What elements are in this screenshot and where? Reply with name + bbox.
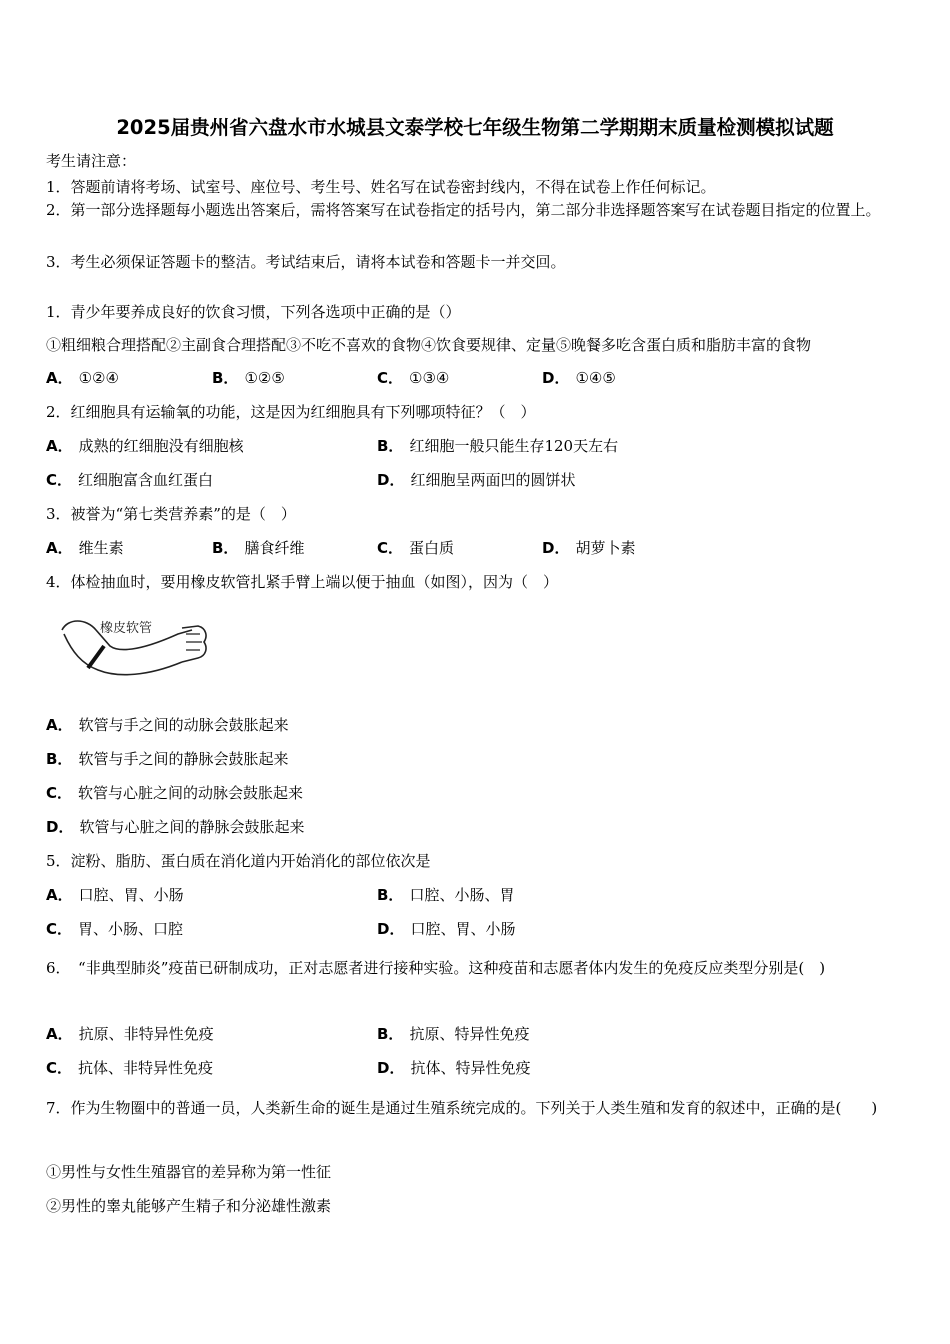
option-letter: A． xyxy=(46,539,73,557)
option-text: 抗体、特异性免疫 xyxy=(410,1059,531,1077)
option-a xyxy=(46,1024,214,1044)
option-letter: A． xyxy=(46,1025,73,1043)
question-stem: 7．作为生物圈中的普通一员，人类新生命的诞生是通过生殖系统完成的。下列关于人类生殖和发育的叙述中，正确的是( ) xyxy=(46,1099,878,1117)
option-text: 抗原、非特异性免疫 xyxy=(78,1025,214,1043)
question-stem: 1．青少年要养成良好的饮食习惯，下列各选项中正确的是（） xyxy=(46,303,461,321)
option-d xyxy=(377,470,575,490)
option-letter: B． xyxy=(212,539,239,557)
option-letter: C． xyxy=(377,369,404,387)
option-letter: B． xyxy=(377,437,404,455)
option-letter: B． xyxy=(212,369,239,387)
option-c xyxy=(46,470,213,490)
option-letter: C． xyxy=(46,784,73,802)
option-letter: A． xyxy=(46,716,73,734)
option-letter: D． xyxy=(377,1059,405,1077)
option-text: 红细胞呈两面凹的圆饼状 xyxy=(410,471,576,489)
option-b xyxy=(212,538,304,558)
option-a xyxy=(46,715,289,735)
option-letter: C． xyxy=(46,1059,73,1077)
question-statement: ①男性与女性生殖器官的差异称为第一性征 xyxy=(46,1163,332,1181)
option-d xyxy=(377,919,515,939)
option-letter: C． xyxy=(46,920,73,938)
option-letter: D． xyxy=(377,471,405,489)
option-c xyxy=(46,919,183,939)
option-a xyxy=(46,538,124,558)
option-c xyxy=(46,1058,213,1078)
option-letter: D． xyxy=(46,818,74,836)
option-letter: D． xyxy=(377,920,405,938)
option-text: 蛋白质 xyxy=(409,539,455,557)
option-text: 膳食纤维 xyxy=(244,539,305,557)
option-text: 红细胞富含血红蛋白 xyxy=(78,471,214,489)
option-text: 软管与心脏之间的动脉会鼓胀起来 xyxy=(78,784,304,802)
notice-heading: 考生请注意： xyxy=(46,152,137,170)
option-text: ①③④ xyxy=(409,369,450,387)
option-d xyxy=(542,368,616,388)
question-statement: ②男性的睾丸能够产生精子和分泌雄性激素 xyxy=(46,1197,332,1215)
option-b xyxy=(46,749,288,769)
option-d xyxy=(46,817,304,837)
option-letter: C． xyxy=(46,471,73,489)
page-title: 2025届贵州省六盘水市水城县文泰学校七年级生物第二学期期末质量检测模拟试题 xyxy=(116,116,834,139)
option-letter: A． xyxy=(46,369,73,387)
option-c xyxy=(377,538,454,558)
option-text: 软管与心脏之间的静脉会鼓胀起来 xyxy=(79,818,305,836)
option-text: 成熟的红细胞没有细胞核 xyxy=(78,437,244,455)
option-b xyxy=(212,368,285,388)
option-text: 胃、小肠、口腔 xyxy=(78,920,184,938)
option-b xyxy=(377,885,514,905)
option-text: 软管与手之间的静脉会鼓胀起来 xyxy=(78,750,289,768)
option-text: 维生素 xyxy=(78,539,124,557)
figure-label: 橡皮软管 xyxy=(100,621,153,636)
option-text: 胡萝卜素 xyxy=(575,539,636,557)
option-text: ①②⑤ xyxy=(244,369,285,387)
notice-item: 1．答题前请将考场、试室号、座位号、考生号、姓名写在试卷密封线内，不得在试卷上作任何标记。 xyxy=(46,178,716,196)
option-a xyxy=(46,885,184,905)
option-a xyxy=(46,436,244,456)
option-letter: B． xyxy=(46,750,73,768)
question-stem: 3．被誉为“第七类营养素”的是（ ） xyxy=(46,505,296,523)
option-d xyxy=(377,1058,530,1078)
option-letter: C． xyxy=(377,539,404,557)
question-stem: 5．淀粉、脂肪、蛋白质在消化道内开始消化的部位依次是 xyxy=(46,852,431,870)
option-text: 口腔、胃、小肠 xyxy=(410,920,516,938)
option-text: 软管与手之间的动脉会鼓胀起来 xyxy=(78,716,289,734)
option-letter: B． xyxy=(377,1025,404,1043)
option-letter: A． xyxy=(46,437,73,455)
option-d xyxy=(542,538,635,558)
option-letter: D． xyxy=(542,369,570,387)
option-letter: B． xyxy=(377,886,404,904)
arm-tourniquet-figure xyxy=(58,612,208,684)
notice-item: 2．第一部分选择题每小题选出答案后，需将答案写在试卷指定的括号内，第二部分非选择题答案写在试卷题目指定的位置上。 xyxy=(46,201,881,219)
option-text: ①②④ xyxy=(78,369,119,387)
option-text: 口腔、小肠、胃 xyxy=(409,886,515,904)
option-text: 红细胞一般只能生存120天左右 xyxy=(409,437,619,455)
option-a xyxy=(46,368,119,388)
option-text: ①④⑤ xyxy=(575,369,616,387)
question-stem: 6． “非典型肺炎”疫苗已研制成功，正对志愿者进行接种实验。这种疫苗和志愿者体内发生的免疫反应类型分别是( ) xyxy=(46,959,826,977)
question-stem: 4．体检抽血时，要用橡皮软管扎紧手臂上端以便于抽血（如图），因为（ ） xyxy=(46,573,559,591)
option-c xyxy=(46,783,303,803)
option-text: 抗原、特异性免疫 xyxy=(409,1025,530,1043)
question-statements: ①粗细粮合理搭配②主副食合理搭配③不吃不喜欢的食物④饮食要规律、定量⑤晚餐多吃含蛋白质和脂肪丰富的食物 xyxy=(46,336,812,354)
notice-item: 3．考生必须保证答题卡的整洁。考试结束后，请将本试卷和答题卡一并交回。 xyxy=(46,253,566,271)
option-b xyxy=(377,1024,529,1044)
option-letter: D． xyxy=(542,539,570,557)
option-letter: A． xyxy=(46,886,73,904)
question-stem: 2．红细胞具有运输氧的功能，这是因为红细胞具有下列哪项特征？（ ） xyxy=(46,403,536,421)
option-b xyxy=(377,436,618,456)
option-text: 口腔、胃、小肠 xyxy=(78,886,184,904)
option-c xyxy=(377,368,449,388)
option-text: 抗体、非特异性免疫 xyxy=(78,1059,214,1077)
